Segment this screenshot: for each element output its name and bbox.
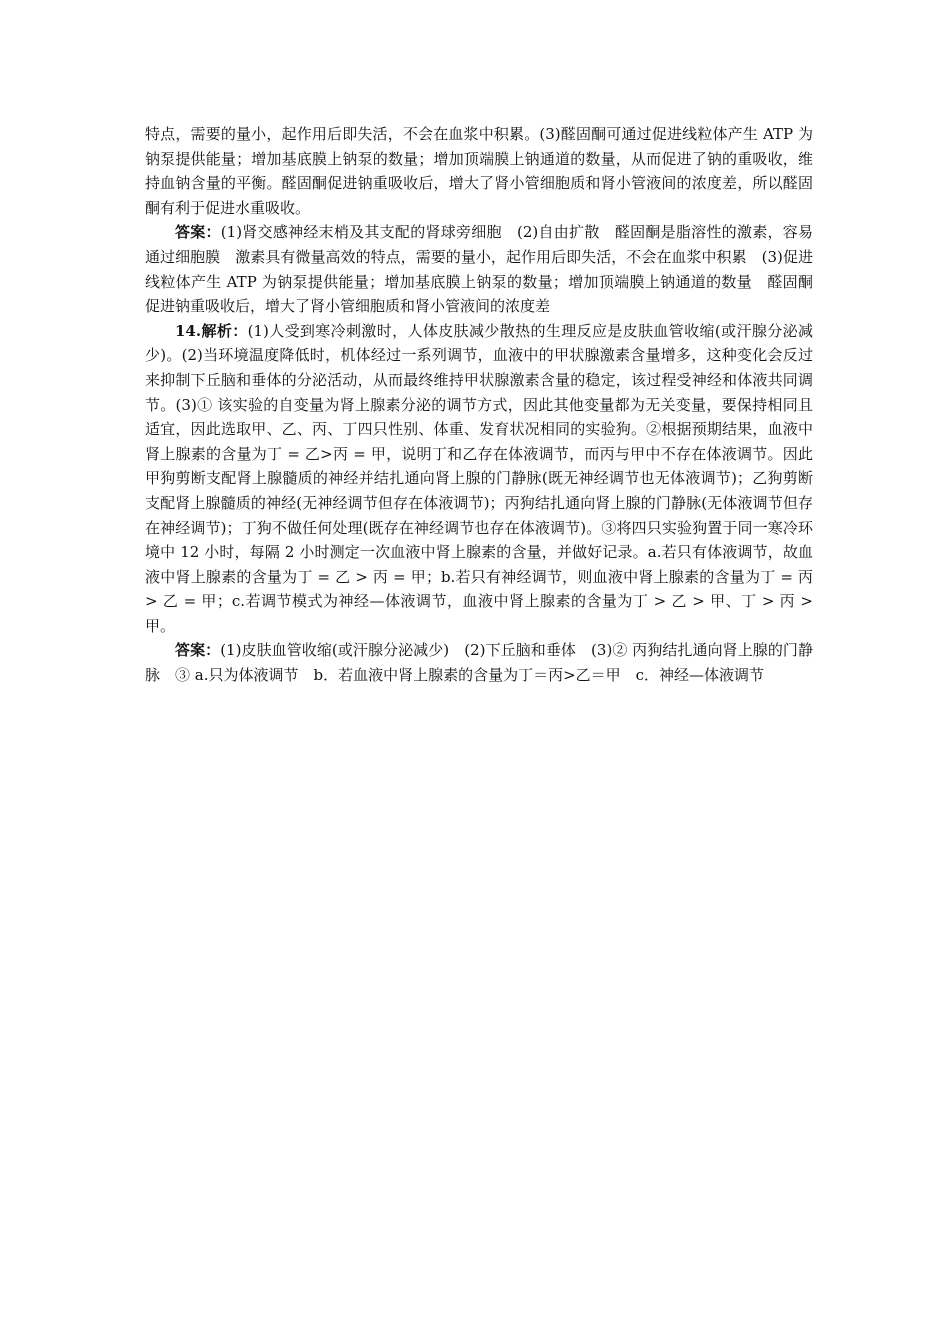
q14-analysis (145, 319, 813, 639)
q13-analysis-continuation (145, 122, 813, 220)
q13-answer-label: 答案： (175, 223, 221, 242)
q13-answer (145, 220, 813, 318)
q13-analysis-text: 特点，需要的量小，起作用后即失活，不会在血浆中积累。(3)醛固酮可通过促进线粒体产生 ATP 为钠泵提供能量；增加基底膜上钠泵的数量；增加顶端膜上钠通道的数量，从而促进了钠的重吸收，维持血钠含量的平衡。醛固酮促进钠重吸收后，增大了肾小管细胞质和肾小管液间的浓度差，所以醛固酮有利于促进水重吸收。 (145, 125, 813, 217)
document-page (145, 122, 813, 688)
q14-analysis-text: (1)人受到寒冷刺激时，人体皮肤减少散热的生理反应是皮肤血管收缩(或汗腺分泌减少)。(2)当环境温度降低时，机体经过一系列调节，血液中的甲状腺激素含量增多，这种变化会反过来抑制下丘脑和垂体的分泌活动，从而最终维持甲状腺激素含量的稳定，该过程受神经和体液共同调节。(3)① 该实验的自变量为肾上腺素分泌的调节方式，因此其他变量都为无关变量，要保持相同且适宜，因此选取甲、乙、丙、丁四只性别、体重、发育状况相同的实验狗。②根据预期结果，血液中肾上腺素的含量为丁 = 乙>丙 = 甲，说明丁和乙存在体液调节，而丙与甲中不存在体液调节。因此甲狗剪断支配肾上腺髓质的神经并结扎通向肾上腺的门静脉(既无神经调节也无体液调节)；乙狗剪断支配肾上腺髓质的神经(无神经调节但存在体液调节)；丙狗结扎通向肾上腺的门静脉(无体液调节但存在神经调节)；丁狗不做任何处理(既存在神经调节也存在体液调节)。③将四只实验狗置于同一寒冷环境中 12 小时，每隔 2 小时测定一次血液中肾上腺素的含量，并做好记录。a.若只有体液调节，故血液中肾上腺素的含量为丁 = 乙 > 丙 = 甲；b.若只有神经调节，则血液中肾上腺素的含量为丁 = 丙 > 乙 = 甲；c.若调节模式为神经—体液调节，血液中肾上腺素的含量为丁 > 乙 > 甲、丁 > 丙 > 甲。 (145, 321, 813, 635)
q14-answer-label: 答案： (175, 641, 221, 660)
q14-answer (145, 638, 813, 687)
q14-analysis-label: 14.解析： (175, 321, 248, 340)
q13-answer-text: (1)肾交感神经末梢及其支配的肾球旁细胞 (2)自由扩散 醛固酮是脂溶性的激素，容易通过细胞膜 激素具有微量高效的特点，需要的量小，起作用后即失活，不会在血浆中积累 (3)促进线粒体产生 ATP 为钠泵提供能量；增加基底膜上钠泵的数量；增加顶端膜上钠通道的数量 醛固酮促进钠重吸收后，增大了肾小管细胞质和肾小管液间的浓度差 (145, 223, 813, 316)
q14-answer-text: (1)皮肤血管收缩(或汗腺分泌减少) (2)下丘脑和垂体 (3)② 丙狗结扎通向肾上腺的门静脉 ③ a.只为体液调节 b．若血液中肾上腺素的含量为丁＝丙>乙＝甲 c．神经—体液调节 (145, 641, 813, 685)
